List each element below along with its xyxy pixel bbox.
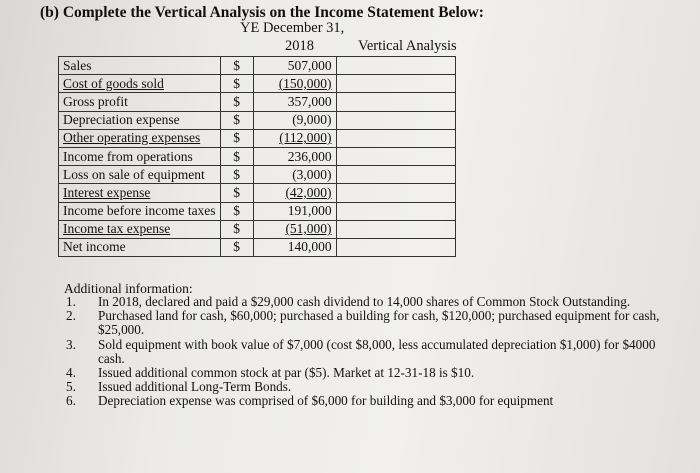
row-amount: (150,000) — [278, 75, 332, 91]
vertical-analysis-cell[interactable] — [336, 93, 455, 111]
row-currency: $ — [220, 129, 253, 147]
vertical-analysis-cell[interactable] — [336, 202, 455, 220]
row-label: Income before income taxes — [63, 203, 216, 219]
row-currency: $ — [220, 111, 253, 129]
item-number: 5. — [66, 379, 76, 395]
row-amount: (42,000) — [285, 184, 332, 200]
table-row — [59, 57, 456, 75]
list-item — [58, 338, 678, 366]
item-text: Purchased land for cash, $60,000; purchased a building for cash, $120,000; purchased equipment for cash, $25,000. — [98, 308, 660, 338]
row-label: Income from operations — [63, 148, 193, 164]
list-item — [58, 380, 678, 394]
row-currency: $ — [220, 75, 253, 93]
item-number: 6. — [66, 393, 76, 409]
row-currency: $ — [220, 93, 253, 111]
row-amount: 507,000 — [287, 57, 332, 73]
row-label: Interest expense — [63, 184, 151, 200]
row-label: Cost of goods sold — [63, 75, 164, 91]
item-number: 1. — [66, 294, 76, 309]
row-label: Income tax expense — [63, 221, 171, 237]
table-row — [59, 166, 456, 184]
row-label: Depreciation expense — [63, 112, 180, 128]
vertical-analysis-header: Vertical Analysis — [358, 38, 457, 54]
row-label: Other operating expenses — [63, 130, 201, 146]
vertical-analysis-cell[interactable] — [336, 220, 455, 238]
table-row — [59, 147, 456, 165]
row-amount: (3,000) — [292, 166, 332, 182]
row-label: Gross profit — [63, 93, 128, 109]
row-label: Sales — [63, 57, 92, 73]
additional-info-heading: Additional information: — [64, 281, 193, 296]
vertical-analysis-cell[interactable] — [336, 75, 455, 93]
item-text: Issued additional common stock at par ($5). Market at 12-31-18 is $10. — [98, 365, 475, 381]
additional-info-list — [58, 295, 678, 409]
vertical-analysis-cell[interactable] — [336, 238, 455, 256]
item-text: Issued additional Long-Term Bonds. — [98, 379, 292, 395]
list-item — [58, 309, 678, 337]
table-row — [59, 184, 456, 202]
item-text: In 2018, declared and paid a $29,000 cash dividend to 14,000 shares of Common Stock Outstanding. — [98, 294, 631, 309]
item-number: 2. — [66, 308, 76, 324]
page-title: (b) Complete the Vertical Analysis on the Income Statement Below: — [40, 4, 484, 21]
row-currency: $ — [220, 57, 253, 75]
list-item — [58, 366, 678, 380]
row-currency: $ — [220, 220, 253, 238]
table-row — [59, 111, 456, 129]
row-amount: (9,000) — [292, 112, 332, 128]
vertical-analysis-cell[interactable] — [336, 147, 455, 165]
item-text: Sold equipment with book value of $7,000 (cost $8,000, less accumulated depreciation $1,000) for $4000 cash. — [98, 336, 656, 366]
vertical-analysis-cell[interactable] — [336, 57, 455, 75]
vertical-analysis-cell[interactable] — [336, 166, 455, 184]
vertical-analysis-cell[interactable] — [336, 129, 455, 147]
row-label: Net income — [63, 239, 126, 255]
item-number: 4. — [66, 365, 76, 381]
table-row — [59, 75, 456, 93]
income-statement-table — [58, 56, 456, 257]
row-currency: $ — [220, 184, 253, 202]
row-currency: $ — [220, 238, 253, 256]
row-currency: $ — [220, 202, 253, 220]
list-item — [58, 295, 678, 309]
table-row — [59, 238, 456, 256]
list-item — [58, 394, 678, 408]
row-amount: 357,000 — [287, 93, 332, 109]
item-text: Depreciation expense was comprised of $6,000 for building and $3,000 for equipment — [98, 393, 554, 409]
row-label: Loss on sale of equipment — [63, 166, 205, 182]
vertical-analysis-cell[interactable] — [336, 111, 455, 129]
period-label: YE December 31, — [240, 20, 345, 36]
row-amount: 191,000 — [287, 203, 332, 219]
row-amount: 236,000 — [287, 148, 332, 164]
table-row — [59, 202, 456, 220]
row-amount: 140,000 — [287, 239, 332, 255]
row-currency: $ — [220, 147, 253, 165]
vertical-analysis-cell[interactable] — [336, 184, 455, 202]
year-label: 2018 — [285, 38, 314, 54]
row-currency: $ — [220, 166, 253, 184]
table-row — [59, 129, 456, 147]
row-amount: (112,000) — [279, 130, 332, 146]
item-number: 3. — [66, 336, 76, 352]
table-row — [59, 93, 456, 111]
table-row — [59, 220, 456, 238]
row-amount: (51,000) — [285, 221, 332, 237]
